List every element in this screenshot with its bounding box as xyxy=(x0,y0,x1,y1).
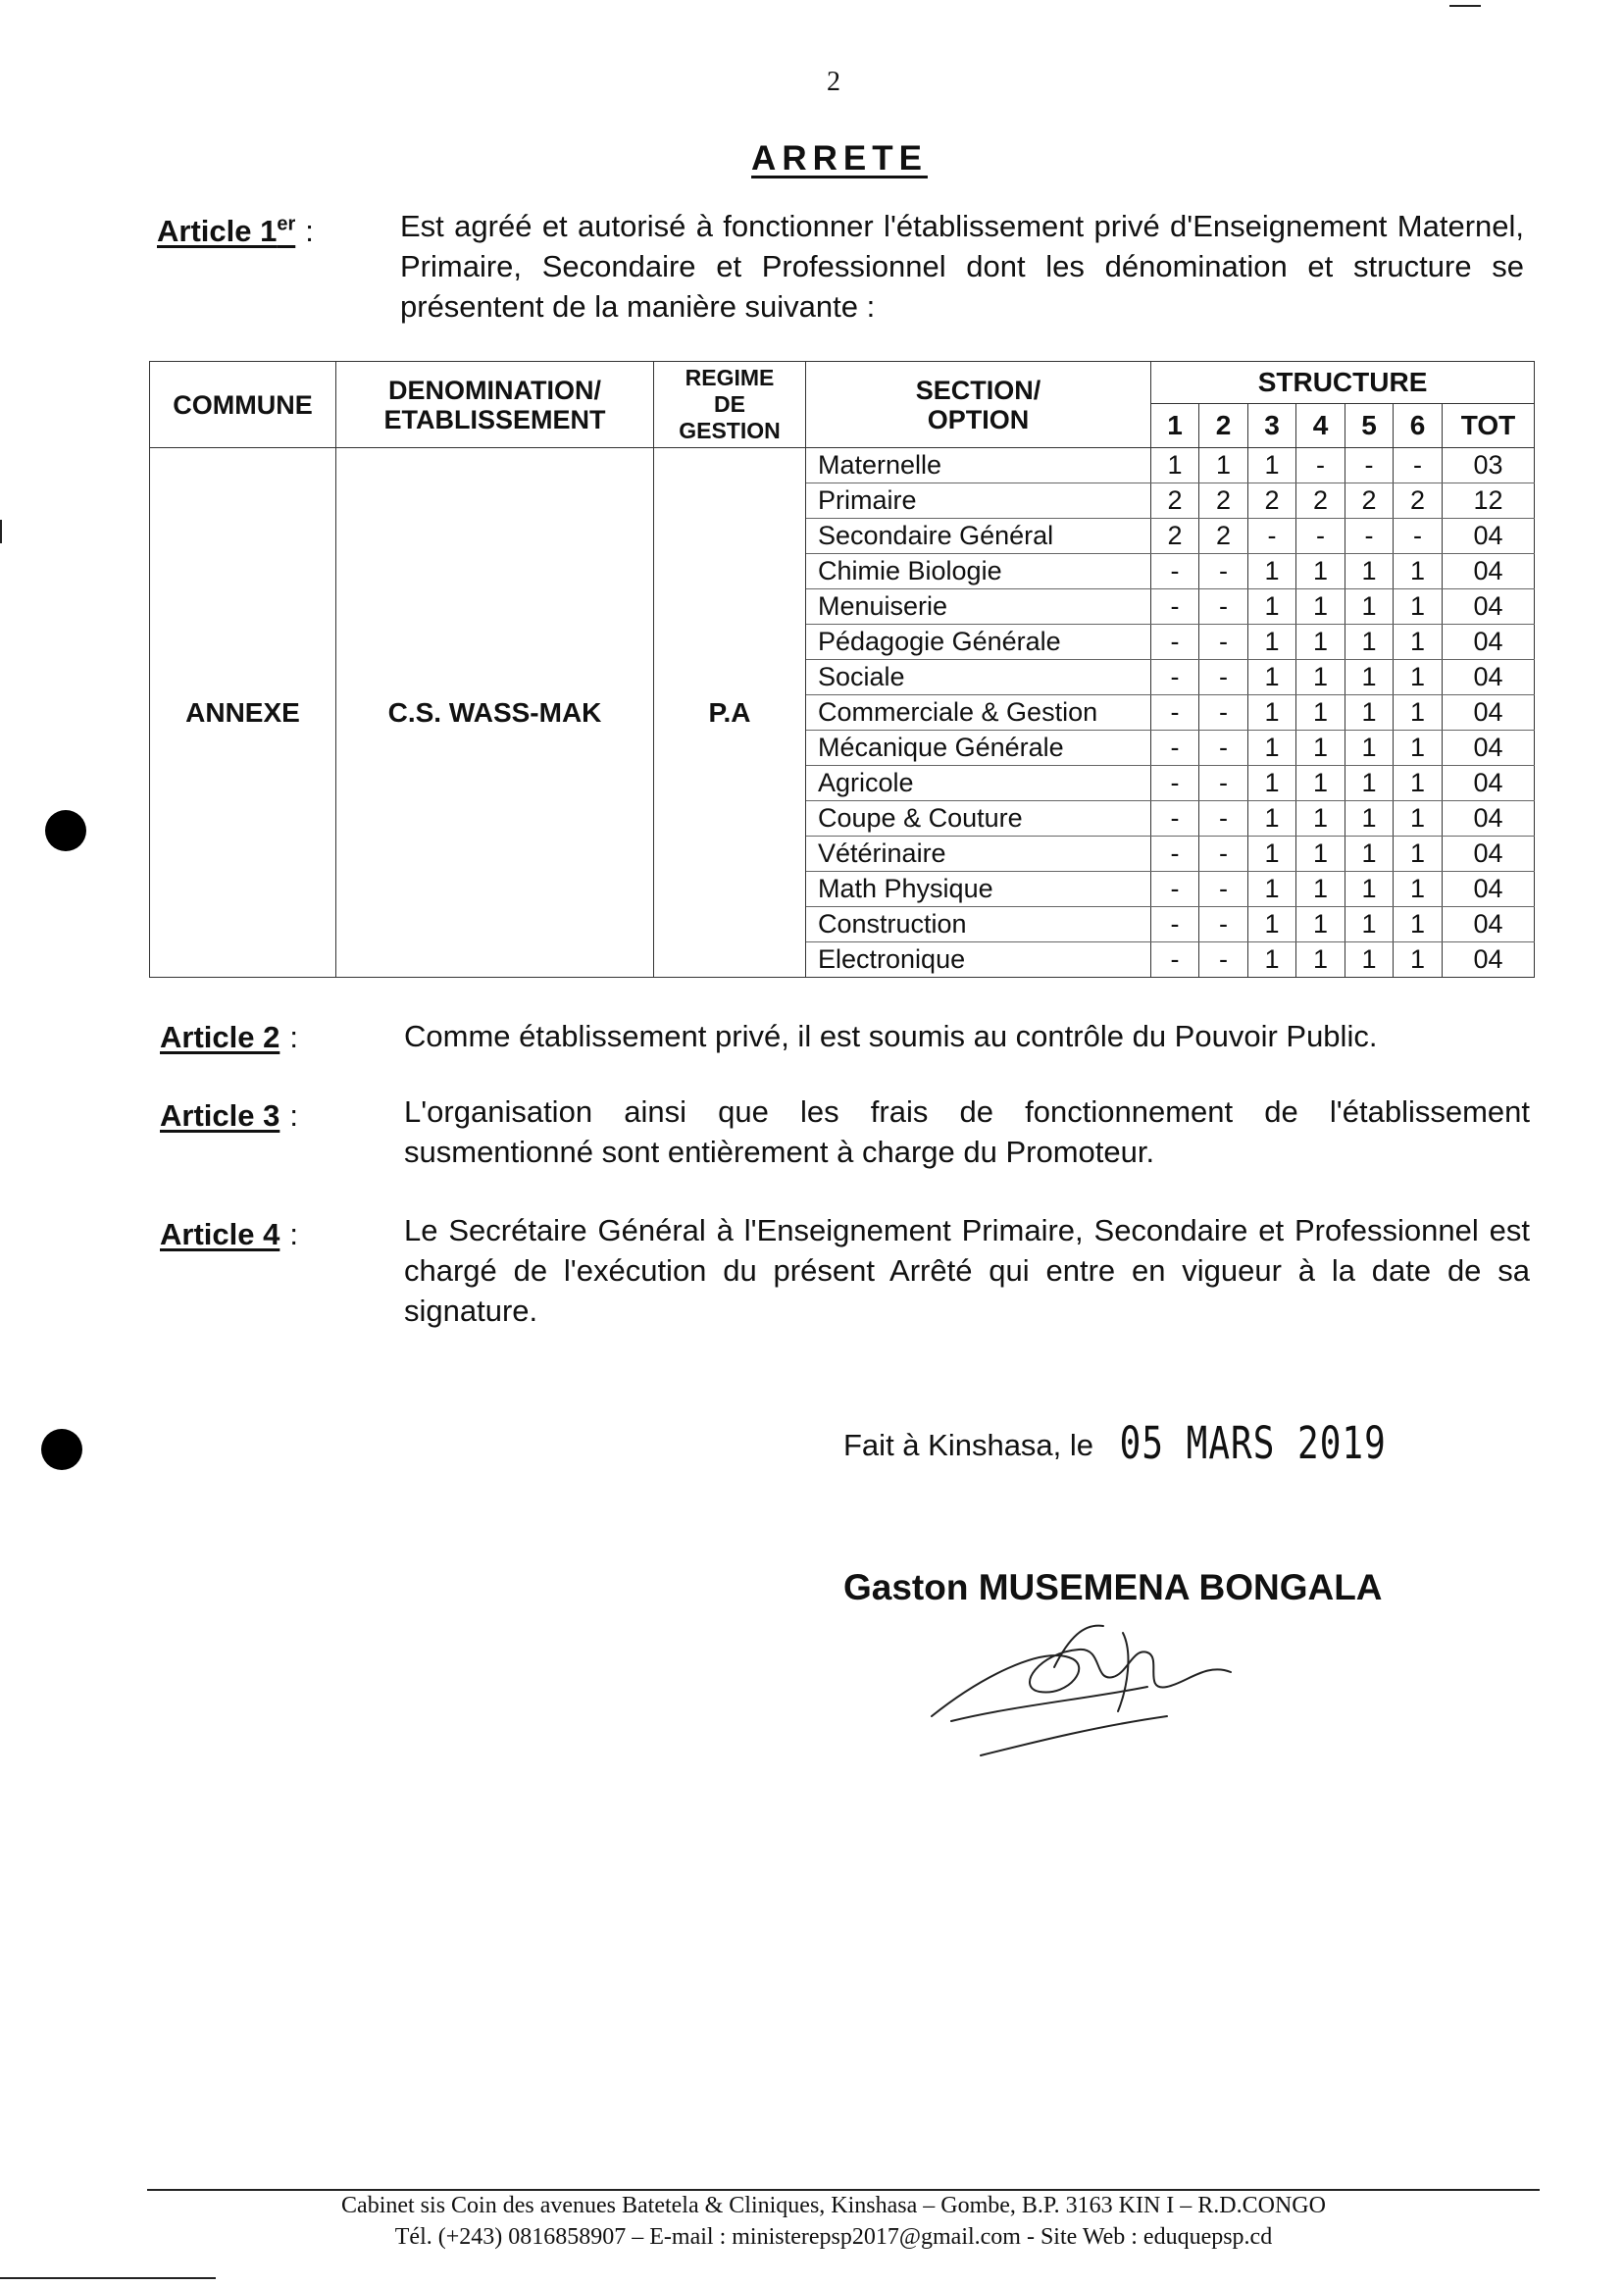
value-cell: - xyxy=(1394,519,1443,554)
value-cell: - xyxy=(1151,907,1199,942)
value-cell: 1 xyxy=(1296,625,1345,660)
value-cell: 1 xyxy=(1345,907,1394,942)
scan-edge-mark xyxy=(1449,5,1481,7)
header-col-6: 6 xyxy=(1394,404,1443,448)
total-cell: 04 xyxy=(1443,519,1535,554)
value-cell: 1 xyxy=(1394,731,1443,766)
value-cell: 1 xyxy=(1394,625,1443,660)
place-date xyxy=(843,1418,1387,1470)
section-cell: Coupe & Couture xyxy=(806,801,1151,837)
value-cell: - xyxy=(1296,448,1345,483)
signature-image xyxy=(922,1608,1255,1765)
value-cell: - xyxy=(1199,589,1248,625)
value-cell: - xyxy=(1151,837,1199,872)
value-cell: - xyxy=(1151,554,1199,589)
article-2-label-text: Article 2 xyxy=(160,1020,280,1054)
value-cell: 1 xyxy=(1248,731,1296,766)
value-cell: 1 xyxy=(1345,801,1394,837)
total-cell: 04 xyxy=(1443,872,1535,907)
article-3-label: Article 3 : xyxy=(160,1098,298,1133)
commune-cell: ANNEXE xyxy=(150,448,336,978)
value-cell: - xyxy=(1151,731,1199,766)
total-cell: 04 xyxy=(1443,942,1535,978)
total-cell: 04 xyxy=(1443,695,1535,731)
value-cell: 2 xyxy=(1296,483,1345,519)
section-cell: Secondaire Général xyxy=(806,519,1151,554)
value-cell: - xyxy=(1151,766,1199,801)
value-cell: - xyxy=(1199,625,1248,660)
section-cell: Electronique xyxy=(806,942,1151,978)
total-cell: 04 xyxy=(1443,660,1535,695)
total-cell: 04 xyxy=(1443,731,1535,766)
article-1-label-text: Article 1 xyxy=(157,214,278,249)
header-structure: STRUCTURE xyxy=(1151,362,1535,404)
section-cell: Math Physique xyxy=(806,872,1151,907)
value-cell: 2 xyxy=(1199,519,1248,554)
value-cell: 1 xyxy=(1394,766,1443,801)
value-cell: - xyxy=(1199,837,1248,872)
article-1-label: Article 1er : xyxy=(157,214,314,249)
regime-cell: P.A xyxy=(654,448,806,978)
article-4-label: Article 4 : xyxy=(160,1217,298,1251)
article-4-text: Le Secrétaire Général à l'Enseignement Primaire, Secondaire et Professionnel est chargé de l'exécution du présent Arrêté qui entre en vigueur à la date de sa signature. xyxy=(404,1213,1530,1328)
value-cell: 1 xyxy=(1345,554,1394,589)
value-cell: 1 xyxy=(1296,801,1345,837)
value-cell: 1 xyxy=(1296,872,1345,907)
value-cell: 1 xyxy=(1248,660,1296,695)
header-commune: COMMUNE xyxy=(150,362,336,448)
page-number: 2 xyxy=(827,67,840,97)
header-col-tot: TOT xyxy=(1443,404,1535,448)
value-cell: 1 xyxy=(1296,554,1345,589)
value-cell: 1 xyxy=(1248,448,1296,483)
header-col-2: 2 xyxy=(1199,404,1248,448)
value-cell: 2 xyxy=(1248,483,1296,519)
section-cell: Chimie Biologie xyxy=(806,554,1151,589)
value-cell: - xyxy=(1199,872,1248,907)
value-cell: - xyxy=(1151,872,1199,907)
section-cell: Pédagogie Générale xyxy=(806,625,1151,660)
value-cell: 2 xyxy=(1199,483,1248,519)
punch-hole-mark xyxy=(41,1429,82,1470)
value-cell: 1 xyxy=(1394,660,1443,695)
header-denomination-line1: DENOMINATION/ xyxy=(388,375,601,405)
date-stamp: 05 MARS 2019 xyxy=(1119,1418,1387,1470)
header-section xyxy=(806,362,1151,448)
value-cell: 1 xyxy=(1345,589,1394,625)
value-cell: 1 xyxy=(1296,731,1345,766)
value-cell: 1 xyxy=(1345,695,1394,731)
article-1-text: Est agréé et autorisé à fonctionner l'établissement privé d'Enseignement Maternel, Primaire, Secondaire et Professionnel dont les dénomination et structure se présentent de la manière suivante : xyxy=(400,209,1524,324)
place-text: Fait à Kinshasa, le xyxy=(843,1428,1094,1462)
value-cell: - xyxy=(1151,625,1199,660)
value-cell: 2 xyxy=(1151,519,1199,554)
value-cell: - xyxy=(1151,801,1199,837)
section-cell: Sociale xyxy=(806,660,1151,695)
total-cell: 03 xyxy=(1443,448,1535,483)
section-cell: Commerciale & Gestion xyxy=(806,695,1151,731)
article-2-text: Comme établissement privé, il est soumis au contrôle du Pouvoir Public. xyxy=(404,1019,1378,1053)
value-cell: 1 xyxy=(1394,872,1443,907)
value-cell: 1 xyxy=(1248,554,1296,589)
value-cell: 1 xyxy=(1248,695,1296,731)
value-cell: 1 xyxy=(1296,942,1345,978)
total-cell: 04 xyxy=(1443,801,1535,837)
value-cell: 1 xyxy=(1394,695,1443,731)
value-cell: 1 xyxy=(1296,660,1345,695)
denomination-cell: C.S. WASS-MAK xyxy=(336,448,654,978)
header-col-4: 4 xyxy=(1296,404,1345,448)
value-cell: 2 xyxy=(1345,483,1394,519)
value-cell: 1 xyxy=(1345,942,1394,978)
value-cell: 1 xyxy=(1394,942,1443,978)
value-cell: - xyxy=(1248,519,1296,554)
total-cell: 04 xyxy=(1443,837,1535,872)
value-cell: - xyxy=(1199,695,1248,731)
value-cell: 1 xyxy=(1345,766,1394,801)
article-4-label-text: Article 4 xyxy=(160,1217,280,1251)
value-cell: 1 xyxy=(1296,695,1345,731)
value-cell: 1 xyxy=(1296,907,1345,942)
value-cell: 1 xyxy=(1296,766,1345,801)
structure-table xyxy=(149,361,1535,978)
value-cell: 1 xyxy=(1394,837,1443,872)
value-cell: - xyxy=(1394,448,1443,483)
section-cell: Menuiserie xyxy=(806,589,1151,625)
value-cell: - xyxy=(1199,766,1248,801)
total-cell: 04 xyxy=(1443,625,1535,660)
header-regime-line3: GESTION xyxy=(679,418,781,443)
value-cell: 1 xyxy=(1296,837,1345,872)
table-row xyxy=(150,448,1535,483)
value-cell: - xyxy=(1151,695,1199,731)
value-cell: - xyxy=(1199,942,1248,978)
scan-edge-mark xyxy=(0,2277,216,2279)
section-cell: Primaire xyxy=(806,483,1151,519)
header-col-5: 5 xyxy=(1345,404,1394,448)
value-cell: 2 xyxy=(1151,483,1199,519)
section-cell: Mécanique Générale xyxy=(806,731,1151,766)
article-3-text: L'organisation ainsi que les frais de fonctionnement de l'établissement susmentionné sont entièrement à charge du Promoteur. xyxy=(404,1094,1530,1169)
article-3-label-text: Article 3 xyxy=(160,1098,280,1133)
value-cell: - xyxy=(1199,731,1248,766)
value-cell: 1 xyxy=(1296,589,1345,625)
value-cell: 1 xyxy=(1345,625,1394,660)
header-denomination-line2: ETABLISSEMENT xyxy=(383,404,606,434)
header-regime-line2: DE xyxy=(714,391,745,417)
value-cell: 1 xyxy=(1248,589,1296,625)
value-cell: - xyxy=(1151,660,1199,695)
section-cell: Agricole xyxy=(806,766,1151,801)
value-cell: 1 xyxy=(1345,660,1394,695)
footer-divider xyxy=(147,2189,1540,2191)
value-cell: 1 xyxy=(1394,589,1443,625)
value-cell: - xyxy=(1151,942,1199,978)
value-cell: 1 xyxy=(1394,907,1443,942)
value-cell: 1 xyxy=(1248,872,1296,907)
value-cell: 1 xyxy=(1248,766,1296,801)
footer-line-2: Tél. (+243) 0816858907 – E-mail : ministerepsp2017@gmail.com - Site Web : eduquepsp.cd xyxy=(394,2224,1273,2250)
total-cell: 04 xyxy=(1443,554,1535,589)
scan-edge-mark xyxy=(0,520,2,543)
value-cell: - xyxy=(1199,907,1248,942)
value-cell: 1 xyxy=(1248,907,1296,942)
value-cell: 1 xyxy=(1151,448,1199,483)
header-section-line2: OPTION xyxy=(927,404,1030,434)
total-cell: 04 xyxy=(1443,766,1535,801)
punch-hole-mark xyxy=(45,810,86,851)
section-cell: Construction xyxy=(806,907,1151,942)
footer-line-1: Cabinet sis Coin des avenues Batetela & Cliniques, Kinshasa – Gombe, B.P. 3163 KIN I – R.D.CONGO xyxy=(341,2193,1326,2218)
header-regime-line1: REGIME xyxy=(685,365,775,390)
value-cell: 1 xyxy=(1199,448,1248,483)
total-cell: 04 xyxy=(1443,589,1535,625)
value-cell: - xyxy=(1199,660,1248,695)
header-regime xyxy=(654,362,806,448)
header-section-line1: SECTION/ xyxy=(915,375,1041,405)
value-cell: 1 xyxy=(1345,837,1394,872)
article-1-label-sup: er xyxy=(277,214,296,235)
signer-name: Gaston MUSEMENA BONGALA xyxy=(843,1567,1383,1607)
value-cell: - xyxy=(1345,519,1394,554)
section-cell: Maternelle xyxy=(806,448,1151,483)
header-col-3: 3 xyxy=(1248,404,1296,448)
value-cell: - xyxy=(1199,801,1248,837)
value-cell: 1 xyxy=(1248,942,1296,978)
value-cell: 1 xyxy=(1345,872,1394,907)
article-2-label: Article 2 : xyxy=(160,1020,298,1054)
value-cell: - xyxy=(1296,519,1345,554)
document-title: ARRETE xyxy=(751,139,928,178)
value-cell: 1 xyxy=(1248,837,1296,872)
value-cell: 2 xyxy=(1394,483,1443,519)
value-cell: 1 xyxy=(1394,554,1443,589)
value-cell: - xyxy=(1345,448,1394,483)
value-cell: - xyxy=(1199,554,1248,589)
header-denomination xyxy=(336,362,654,448)
header-col-1: 1 xyxy=(1151,404,1199,448)
total-cell: 04 xyxy=(1443,907,1535,942)
total-cell: 12 xyxy=(1443,483,1535,519)
value-cell: - xyxy=(1151,589,1199,625)
value-cell: 1 xyxy=(1394,801,1443,837)
value-cell: 1 xyxy=(1248,625,1296,660)
value-cell: 1 xyxy=(1345,731,1394,766)
section-cell: Vétérinaire xyxy=(806,837,1151,872)
value-cell: 1 xyxy=(1248,801,1296,837)
